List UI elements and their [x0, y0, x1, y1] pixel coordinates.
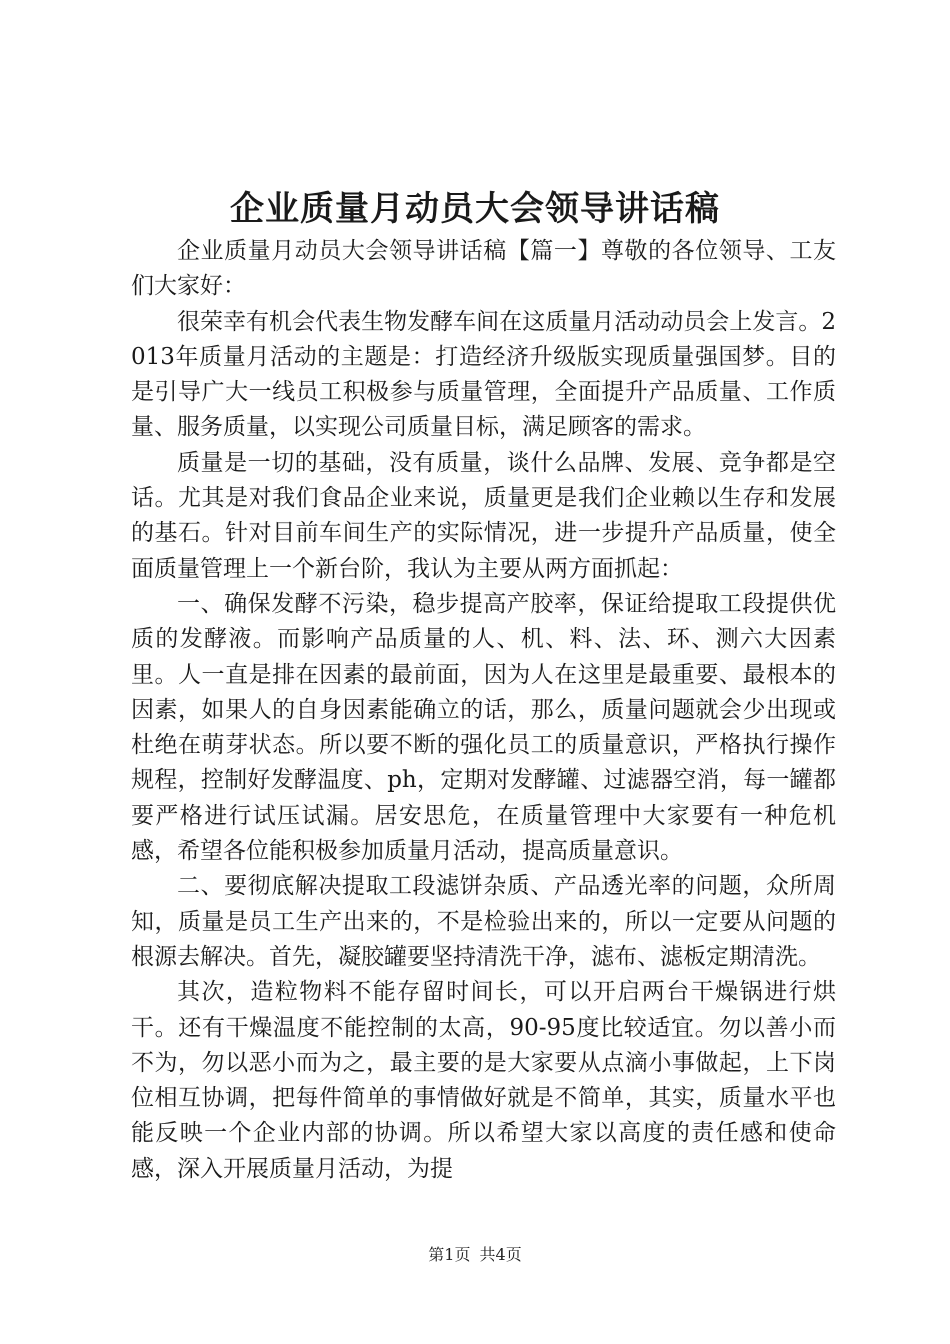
page-number: 第1页: [428, 1245, 471, 1264]
document-title: 企业质量月动员大会领导讲话稿: [230, 189, 720, 229]
paragraph-1: 企业质量月动员大会领导讲话稿【篇一】尊敬的各位领导、工友们大家好：: [131, 238, 836, 300]
paragraph-3: 质量是一切的基础，没有质量，谈什么品牌、发展、竞争都是空话。尤其是对我们食品企业来说，质量更是我们企业赖以生存和发展的基石。针对目前车间生产的实际情况，进一步提升产品质量，使全面质量管理上一个新台阶，我认为主要从两方面抓起：: [131, 449, 836, 582]
document-body: [131, 234, 836, 1187]
paragraph-4: 一、确保发酵不污染，稳步提高产胶率，保证给提取工段提供优质的发酵液。而影响产品质量的人、机、料、法、环、测六大因素里。人一直是排在因素的最前面，因为人在这里是最重要、最根本的因素，如果人的自身因素能确立的话，那么，质量问题就会少出现或杜绝在萌芽状态。所以要不断的强化员工的质量意识，严格执行操作规程，控制好发酵温度、ph，定期对发酵罐、过滤器空消，每一罐都要严格进行试压试漏。居安思危，在质量管理中大家要有一种危机感，希望各位能积极参加质量月活动，提高质量意识。: [131, 590, 836, 865]
paragraph-6: 其次，造粒物料不能存留时间长，可以开启两台干燥锅进行烘干。还有干燥温度不能控制的太高，90-95度比较适宜。勿以善小而不为，勿以恶小而为之，最主要的是大家要从点滴小事做起，上下岗位相互协调，把每件简单的事情做好就是不简单，其实，质量水平也能反映一个企业内部的协调。所以希望大家以高度的责任感和使命感，深入开展质量月活动，为提: [131, 979, 836, 1182]
paragraph-5: 二、要彻底解决提取工段滤饼杂质、产品透光率的问题，众所周知，质量是员工生产出来的，不是检验出来的，所以一定要从问题的根源去解决。首先，凝胶罐要坚持清洗干净，滤布、滤板定期清洗。: [131, 873, 836, 970]
paragraph-2: 很荣幸有机会代表生物发酵车间在这质量月活动动员会上发言。2013年质量月活动的主题是：打造经济升级版实现质量强国梦。目的是引导广大一线员工积极参与质量管理，全面提升产品质量、工作质量、服务质量，以实现公司质量目标，满足顾客的需求。: [131, 308, 836, 441]
page-total: 共4页: [479, 1245, 522, 1264]
page-footer: [0, 1244, 950, 1266]
